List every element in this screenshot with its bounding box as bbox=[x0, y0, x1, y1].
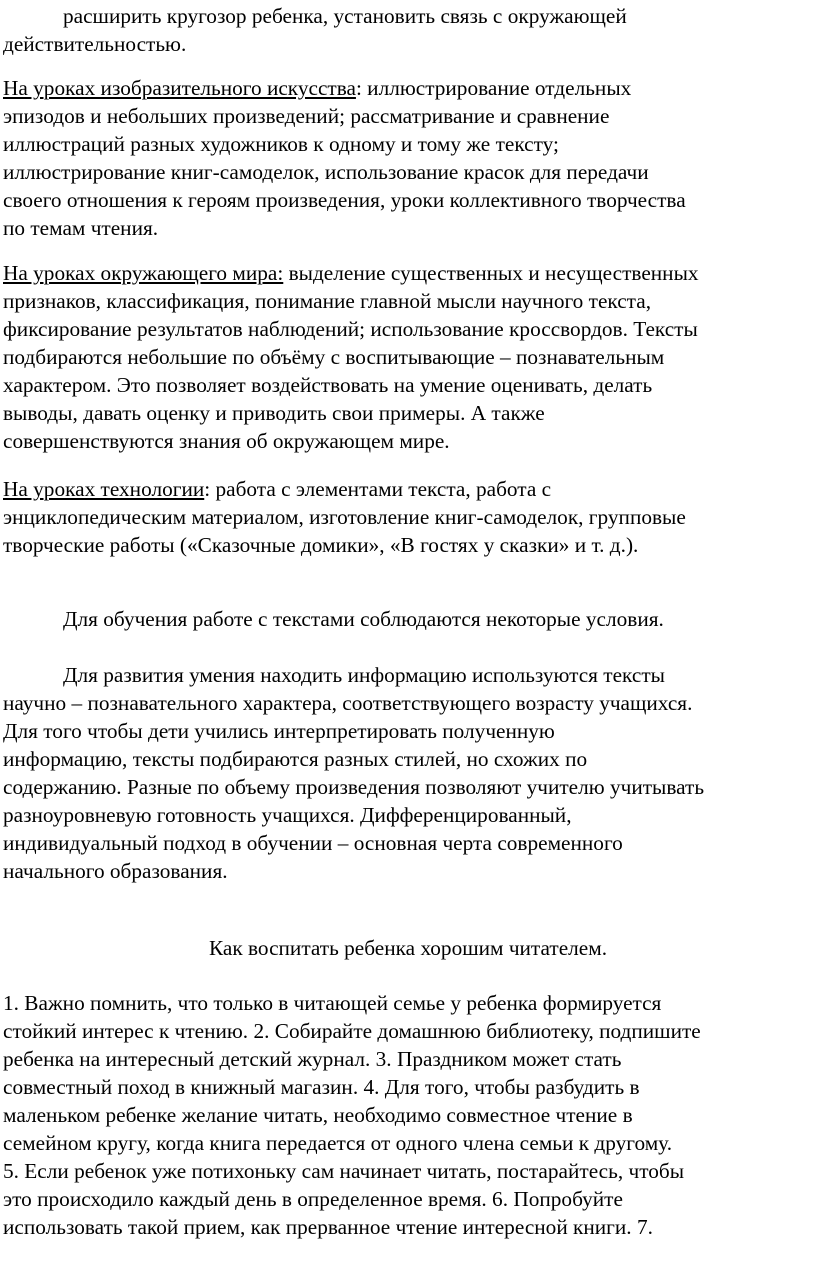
text-line: фиксирование результатов наблюдений; использование кроссвордов. Тексты bbox=[3, 317, 698, 341]
art-lessons-heading: На уроках изобразительного искусства bbox=[3, 76, 356, 100]
text-line: 5. Если ребенок уже потихоньку сам начинает читать, постарайтесь, чтобы bbox=[3, 1159, 685, 1183]
text-line: семейном кругу, когда книга передается от одного члена семьи к другому. bbox=[3, 1131, 673, 1155]
text-line: иллюстрирование книг-самоделок, использование красок для передачи bbox=[3, 160, 649, 184]
text-line: начального образования. bbox=[3, 859, 228, 883]
text-line: Для обучения работе с текстами соблюдаются некоторые условия. bbox=[63, 607, 664, 631]
technology-lessons-heading: На уроках технологии bbox=[3, 477, 205, 501]
text-line: научно – познавательного характера, соответствующего возрасту учащихся. bbox=[3, 691, 693, 715]
text-line: энциклопедическим материалом, изготовление книг-самоделок, групповые bbox=[3, 505, 686, 529]
text-line: иллюстраций разных художников к одному и тому же тексту; bbox=[3, 132, 559, 156]
paragraph-technology-lessons bbox=[3, 475, 808, 559]
text-line: творческие работы («Сказочные домики», «В гостях у сказки» и т. д.). bbox=[3, 533, 639, 557]
text-line bbox=[3, 475, 808, 503]
text-line: совершенствуются знания об окружающем мире. bbox=[3, 429, 450, 453]
paragraph-reader-tips bbox=[3, 989, 808, 1241]
text-line: подбираются небольшие по объёму с воспитывающие – познавательным bbox=[3, 345, 665, 369]
text-line: действительностью. bbox=[3, 32, 187, 56]
text-line: 1. Важно помнить, что только в читающей семье у ребенка формируется bbox=[3, 991, 662, 1015]
text-line: по темам чтения. bbox=[3, 216, 159, 240]
text-line: эпизодов и небольших произведений; рассматривание и сравнение bbox=[3, 104, 610, 128]
text-line bbox=[3, 74, 808, 102]
text-line: характером. Это позволяет воздействовать на умение оценивать, делать bbox=[3, 373, 653, 397]
text-line: содержанию. Разные по объему произведения позволяют учителю учитывать bbox=[3, 775, 705, 799]
text-fragment: : работа с элементами текста, работа с bbox=[204, 477, 552, 501]
text-line: совместный поход в книжный магазин. 4. Для того, чтобы разбудить в bbox=[3, 1075, 640, 1099]
text-line: выводы, давать оценку и приводить свои примеры. А также bbox=[3, 401, 545, 425]
section-heading: Как воспитать ребенка хорошим читателем. bbox=[208, 936, 608, 960]
text-line: это происходило каждый день в определенное время. 6. Попробуйте bbox=[3, 1187, 623, 1211]
text-line: индивидуальный подход в обучении – основная черта современного bbox=[3, 831, 623, 855]
text-line: использовать такой прием, как прерванное чтение интересной книги. 7. bbox=[3, 1215, 653, 1239]
text-fragment: : иллюстрирование отдельных bbox=[355, 76, 632, 100]
text-line: разноуровневую готовность учащихся. Дифференцированный, bbox=[3, 803, 572, 827]
paragraph-kругозор bbox=[3, 2, 808, 58]
text-line: маленьком ребенке желание читать, необходимо совместное чтение в bbox=[3, 1103, 633, 1127]
text-line: расширить кругозор ребенка, установить связь с окружающей bbox=[63, 4, 627, 28]
paragraph-information-skills bbox=[3, 661, 808, 885]
paragraph-world-lessons bbox=[3, 259, 808, 455]
text-line: Для того чтобы дети учились интерпретировать полученную bbox=[3, 719, 555, 743]
text-fragment: выделение существенных и несущественных bbox=[283, 261, 699, 285]
text-line: признаков, классификация, понимание главной мысли научного текста, bbox=[3, 289, 652, 313]
text-line: своего отношения к героям произведения, уроки коллективного творчества bbox=[3, 188, 686, 212]
text-line: информацию, тексты подбираются разных стилей, но схожих по bbox=[3, 747, 588, 771]
paragraph-conditions bbox=[3, 605, 808, 633]
text-line bbox=[3, 259, 808, 287]
text-line: стойкий интерес к чтению. 2. Собирайте домашнюю библиотеку, подпишите bbox=[3, 1019, 701, 1043]
world-lessons-heading: На уроках окружающего мира: bbox=[3, 261, 284, 285]
text-line: ребенка на интересный детский журнал. 3. Праздником может стать bbox=[3, 1047, 622, 1071]
text-line: Для развития умения находить информацию используются тексты bbox=[63, 663, 665, 687]
paragraph-art-lessons bbox=[3, 74, 808, 242]
